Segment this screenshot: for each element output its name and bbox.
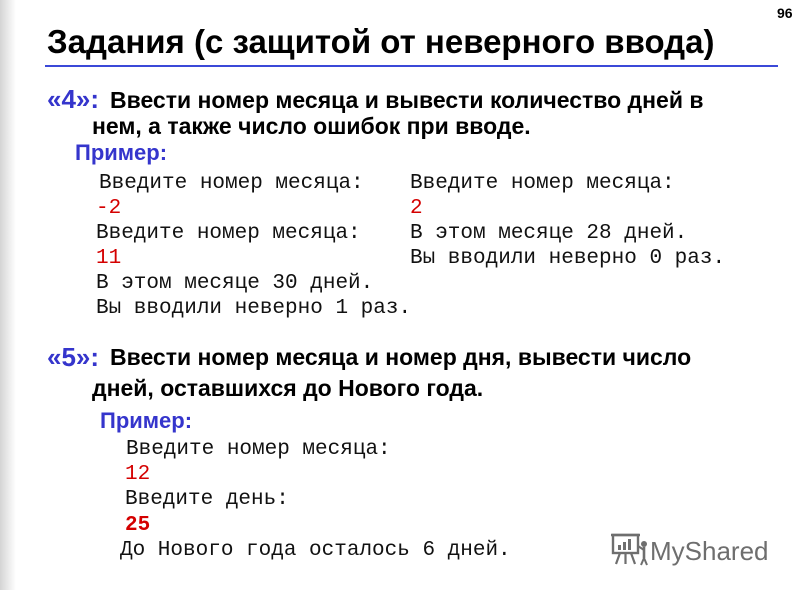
- example-output-line: До Нового года осталось 6 дней.: [120, 539, 511, 562]
- title-underline: [45, 65, 778, 67]
- example-output-line: Введите номер месяца:: [126, 438, 391, 461]
- example-output-line: Введите номер месяца:: [410, 172, 675, 195]
- example-output-line: Введите номер месяца:: [96, 222, 361, 245]
- example-output-line: В этом месяце 30 дней.: [96, 272, 374, 295]
- example-output-line: В этом месяце 28 дней.: [410, 222, 688, 245]
- logo-text: MyShared: [650, 536, 769, 566]
- example-input-value: 25: [125, 514, 151, 537]
- slide-title: Задания (с защитой от неверного ввода): [47, 23, 715, 60]
- task-number: «4»:: [47, 84, 100, 114]
- example-input-value: 11: [96, 247, 122, 270]
- example-output-line: Введите день:: [125, 488, 289, 511]
- task-number: «5»:: [47, 342, 100, 372]
- task-statement-line: дней, оставшихся до Нового года.: [92, 375, 484, 401]
- task-statement-line: Ввести номер месяца и номер дня, вывести число: [110, 344, 692, 370]
- example-label: Пример:: [75, 140, 168, 165]
- example-input-value: 12: [125, 463, 151, 486]
- example-input-value: 2: [410, 197, 423, 220]
- example-output-line: Вы вводили неверно 1 раз.: [96, 297, 412, 320]
- example-label: Пример:: [100, 408, 193, 433]
- presentation-board-icon: [611, 531, 649, 567]
- slide-left-edge: [0, 0, 16, 590]
- example-output-line: Вы вводили неверно 0 раз.: [410, 247, 726, 270]
- example-input-value: -2: [96, 197, 122, 220]
- example-output-line: Введите номер месяца:: [99, 172, 364, 195]
- task-statement-line: нем, а также число ошибок при вводе.: [92, 113, 531, 139]
- task-statement-line: Ввести номер месяца и вывести количество дней в: [110, 87, 704, 113]
- page-number: 96: [777, 5, 793, 21]
